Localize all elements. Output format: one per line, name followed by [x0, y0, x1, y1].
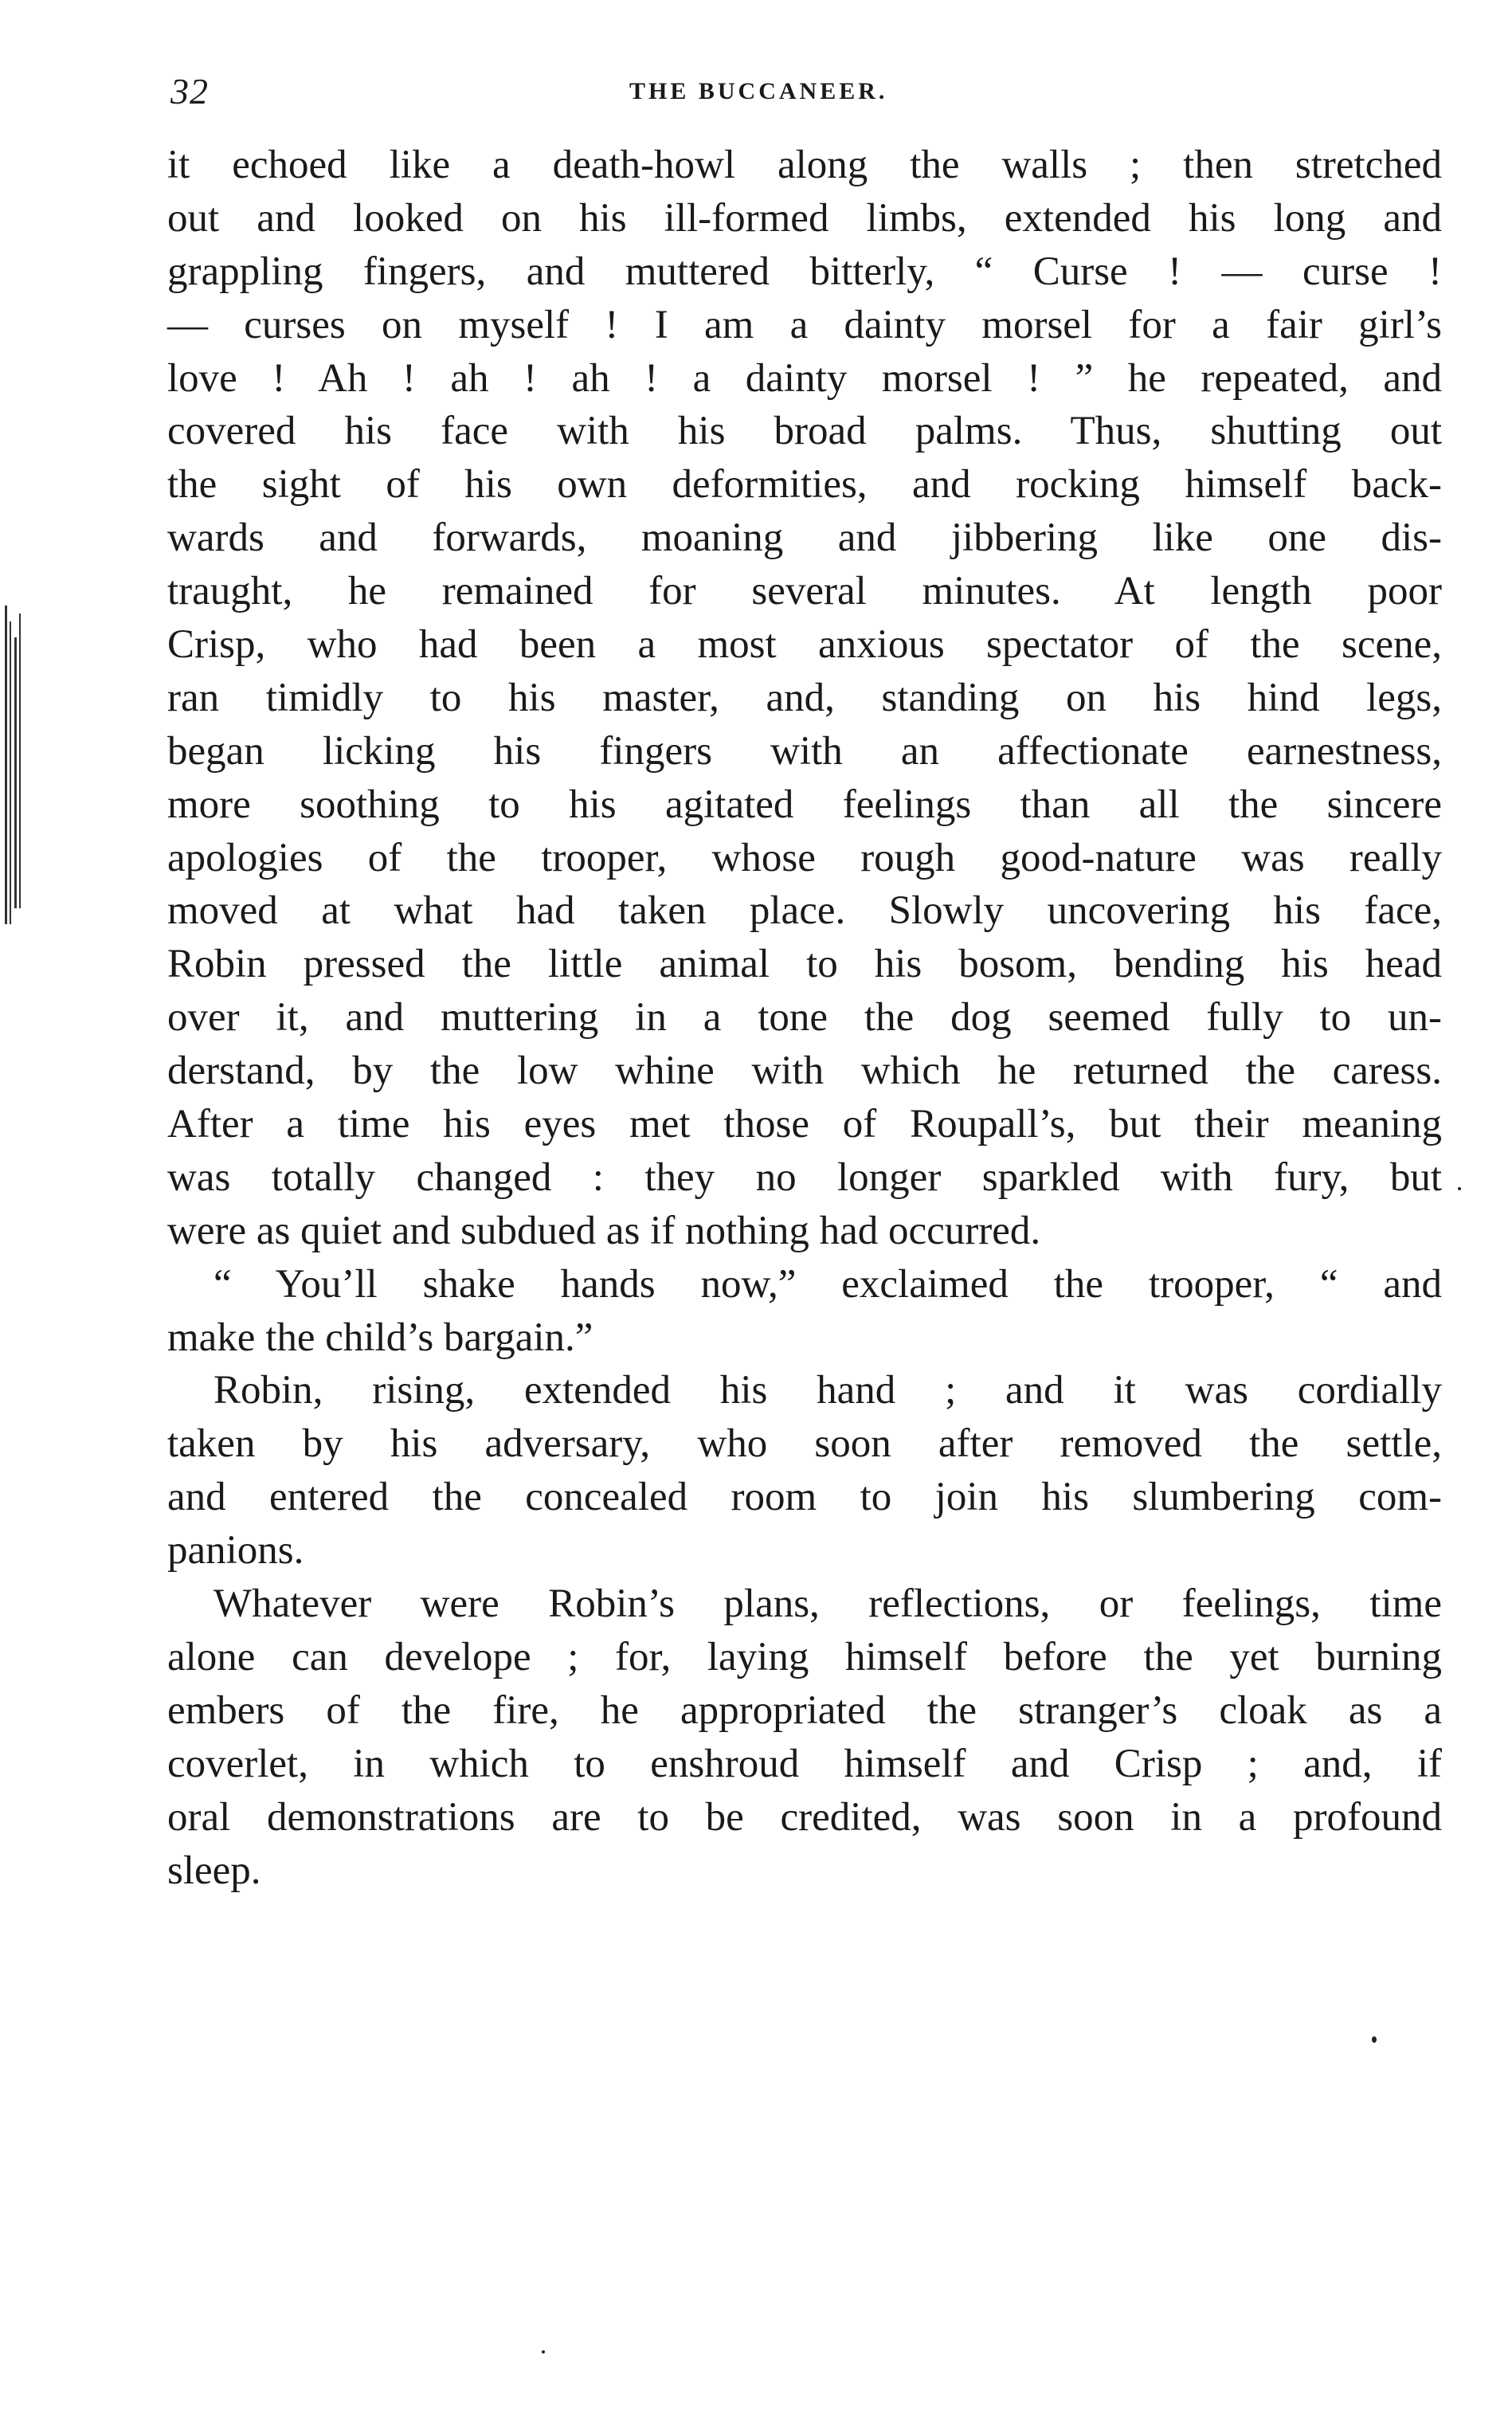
body-text [167, 139, 1442, 1897]
ink-speck [1372, 2036, 1377, 2043]
text-line: moved at what had taken place. Slowly uncovering his face, [167, 888, 1442, 934]
text-line: traught, he remained for several minutes. At length poor [167, 569, 1442, 614]
text-line: taken by his adversary, who soon after removed the settle, [167, 1421, 1442, 1467]
text-line: the sight of his own deformities, and rocking himself back- [167, 462, 1442, 508]
ink-speck [1458, 1187, 1461, 1190]
text-line: make the child’s bargain.” [167, 1315, 593, 1360]
text-line: wards and forwards, moaning and jibbering like one dis- [167, 515, 1442, 561]
text-line: covered his face with his broad palms. Thus, shutting out [167, 409, 1442, 454]
text-line: over it, and muttering in a tone the dog seemed fully to un- [167, 995, 1442, 1041]
text-line: were as quiet and subdued as if nothing had occurred. [167, 1208, 1041, 1253]
text-line: — curses on myself ! I am a dainty morsel for a fair girl’s [167, 302, 1442, 347]
text-line: embers of the fire, he appropriated the stranger’s cloak as a [167, 1687, 1442, 1733]
text-line: alone can develope ; for, laying himself before the yet burning [167, 1634, 1442, 1679]
text-line: “ You’ll shake hands now,” exclaimed the trooper, “ and [213, 1261, 1442, 1307]
paragraph-2 [167, 1258, 1442, 1365]
text-line: love ! Ah ! ah ! ah ! a dainty morsel ! ” he repeated, and [167, 355, 1442, 401]
text-line: Crisp, who had been a most anxious spectator of the scene, [167, 622, 1442, 668]
paragraph-1 [167, 139, 1442, 1258]
text-line: sleep. [167, 1848, 261, 1893]
text-line: panions. [167, 1528, 304, 1574]
text-line: apologies of the trooper, whose rough good-nature was really [167, 835, 1442, 880]
text-line: out and looked on his ill-formed limbs, extended his long and [167, 195, 1442, 241]
text-line: After a time his eyes met those of Roupall’s, but their meaning [167, 1102, 1442, 1147]
binding-edge-marks [0, 606, 32, 940]
text-line: grappling fingers, and muttered bitterly, “ Curse ! — curse ! [167, 249, 1442, 294]
paragraph-3 [167, 1364, 1442, 1577]
text-line: more soothing to his agitated feelings than all the sincere [167, 782, 1442, 827]
text-line: began licking his fingers with an affectionate earnestness, [167, 728, 1442, 774]
page-number: 32 [170, 71, 209, 112]
text-line: it echoed like a death-howl along the walls ; then stretched [167, 143, 1442, 187]
running-head [167, 70, 1442, 118]
paragraph-4 [167, 1577, 1442, 1897]
text-line: and entered the concealed room to join his slumbering com- [167, 1475, 1442, 1520]
text-line: was totally changed : they no longer sparkled with fury, but [167, 1154, 1442, 1200]
ink-speck [542, 2350, 545, 2353]
running-title: THE BUCCANEER. [629, 78, 888, 104]
text-line: ran timidly to his master, and, standing on his hind legs, [167, 675, 1442, 720]
text-line: coverlet, in which to enshroud himself and Crisp ; and, if [167, 1741, 1442, 1786]
text-line: Robin pressed the little animal to his bosom, bending his head [167, 942, 1442, 987]
text-line: Robin, rising, extended his hand ; and it was cordially [213, 1368, 1442, 1413]
text-line: Whatever were Robin’s plans, reflections, or feelings, time [213, 1581, 1442, 1627]
text-line: derstand, by the low whine with which he returned the caress. [167, 1048, 1442, 1094]
text-line: oral demonstrations are to be credited, was soon in a profound [167, 1794, 1442, 1840]
